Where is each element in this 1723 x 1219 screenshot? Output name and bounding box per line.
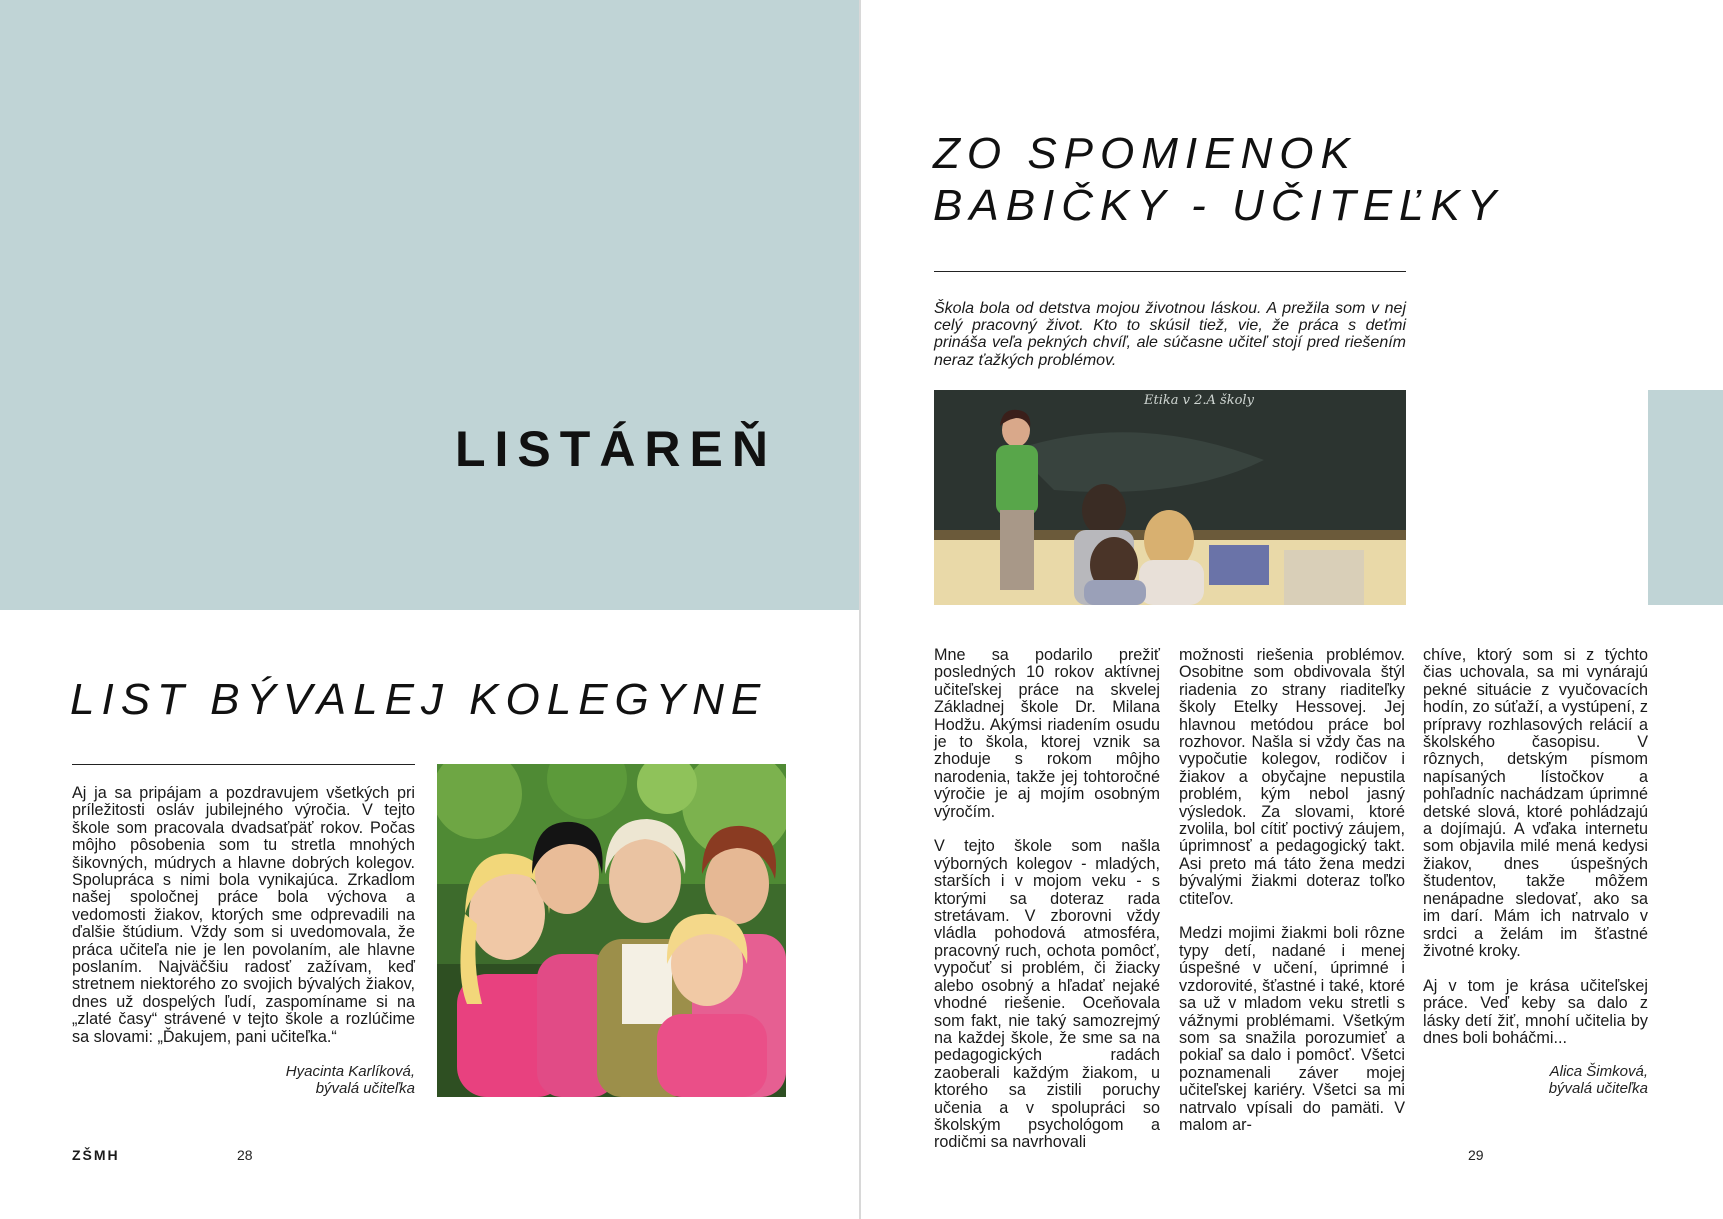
article-title-left: LIST BÝVALEJ KOLEGYNE [70, 675, 768, 724]
page-gutter [859, 0, 861, 1219]
section-title: LISTÁREŇ [455, 421, 777, 477]
article-title-right [933, 128, 1503, 232]
footer-brand: ZŠMH [72, 1147, 120, 1163]
signature-left [180, 1063, 415, 1097]
article-title-line1: ZO SPOMIENOK [933, 129, 1357, 178]
signature-name: Hyacinta Karlíková, [285, 1063, 415, 1080]
group-photo [437, 764, 786, 1097]
blackboard-text: Etika v 2.A školy [1144, 393, 1254, 408]
paragraph: V tejto škole som našla výborných kolegov - mladých, starších i v mojom veku - s ktorými sa doteraz rada stretávam. V zborovni vždy vládla pohodová atmosféra, pracovný ruch, ochota pomôcť, vypočuť si problém, či žiacky alebo osobný a hľadať nejaké vhodné riešenie. Oceňovala som fakt, nie taký samozrejmý na každej škole, že sme sa na pedagogických radách zaoberali každým žiakom, u ktorého sa zistili poruchy učenia a v spolupráci so školským psychológom a rodičmi sa navrhovali [934, 837, 1160, 1152]
paragraph: možnosti riešenia problémov. Osobitne som obdivovala štýl riadenia zo strany riaditeľky školy Etelky Hessovej. Jej hlavnou metódou práce bol rozhovor. Našla si vždy čas na vypočutie kolegov, rodičov i žiakov a obyčajne nepustila problém, kým nebol jasný výsledok. Za slovami, ktoré zvolila, bol cítiť poctivý záujem, úprimnosť a pedagogický takt. Asi preto má táto žena medzi bývalými žiakmi doteraz toľko ctiteľov. [1179, 646, 1405, 908]
paragraph: Medzi mojimi žiakmi boli rôzne typy detí, nadané i menej úspešné v učení, úprimné i vzdorovité, šťastné i také, ktoré sa už v mladom veku stretli s vážnymi problémami. Všetkým som sa snažila porozumieť a pokiaľ sa dalo i pomôcť. Všetci poznamenali záver mojej učiteľskej kariéry. Všetci sa mi natrvalo vpísali do pamäti. V malom ar- [1179, 924, 1405, 1134]
paragraph: Mne sa podarilo prežiť posledných 10 rokov aktívnej učiteľskej práce na skvelej Základnej škole Dr. Milana Hodžu. Akýmsi riadením osudu je to škola, ktorej vznik sa zhoduje s rokom môjho narodenia, takže jej tohtoročné výročie je aj mojím osobným výročím. [934, 646, 1160, 821]
article-body-left: Aj ja sa pripájam a pozdravujem všetkých pri príležitosti osláv jubilejného výročia. V tejto škole som pracovala dvadsaťpäť rokov. Počas môjho pôsobenia som tu stretla mnohých šikovných, múdrych a hlavne dobrých kolegov. Spolupráca s nimi bola vynikajúca. Zrkadlom našej spoločnej práce bola výchova a vedomosti žiakov, ktorých sme odprevadili na ďalšie štúdium. Vždy som si uvedomovala, že práca učiteľa nie je len povolaním, ale hlavne poslaním. Najväčšiu radosť zažívam, keď stretnem niektorého zo svojich bývalých žiakov, dnes už dospelých ľudí, zaspomíname si na „zlaté časy“ strávené v tejto škole a rozlúčime sa slovami: „Ďakujem, pani učiteľka.“ [72, 784, 415, 1046]
signature-right [1420, 1063, 1648, 1097]
teal-header-block [0, 0, 860, 610]
signature-name: Alica Šimková, [1549, 1063, 1648, 1080]
article-column-3 [1423, 647, 1648, 1065]
classroom-photo [934, 390, 1406, 605]
title-rule-left [72, 764, 415, 765]
teal-edge-tab [1648, 390, 1723, 605]
article-lead: Škola bola od detstva mojou životnou láskou. A prežila som v nej celý pracovný život. Kto to skúsil tiež, vie, že práca s deťmi prináša veľa pekných chvíľ, ale súčasne učiteľ stojí pred riešením neraz ťažkých problémov. [934, 300, 1406, 369]
article-column-2 [1179, 647, 1405, 1152]
page-number-right: 29 [1468, 1147, 1484, 1163]
paragraph: chíve, ktorý som si z týchto čias uchovala, sa mi vynárajú pekné situácie z vyučovacích hodín, zo súťaží, a vystúpení, z prípravy rozhlasových relácií a školského časopisu. V rôznych, detským písmom napísaných lístočkov a pohľadníc nachádzam úprimné detské slová, ktoré pohládzajú a dojímajú. A vďaka internetu som objavila milé mená kedysi žiakov, dnes úspešných študentov, takže môžem nenápadne sledovať, ako sa im darí. Mám ich natrvalo v srdci a želám im šťastné životné kroky. [1423, 646, 1648, 960]
page-number-left: 28 [237, 1147, 253, 1163]
paragraph: Aj v tom je krása učiteľskej práce. Veď keby sa dalo z lásky detí žiť, mnohí učitelia by dnes boli boháčmi... [1423, 976, 1648, 1047]
signature-role: bývalá učiteľka [1548, 1080, 1648, 1097]
signature-role: bývalá učiteľka [315, 1080, 415, 1097]
title-rule-right [934, 271, 1406, 272]
article-title-line2: BABIČKY - UČITEĽKY [933, 181, 1504, 230]
article-column-1 [934, 647, 1160, 1169]
